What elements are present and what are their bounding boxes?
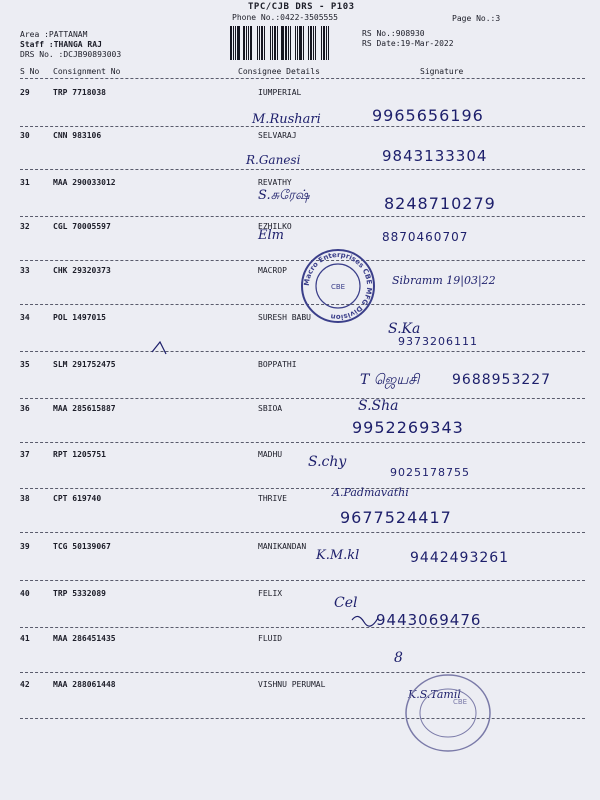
row-divider: [20, 169, 585, 170]
row-divider: [20, 216, 585, 217]
row-signature: S.Ka: [388, 321, 421, 337]
row-handwritten-phone: 9373206111: [398, 335, 478, 348]
row-handwritten-phone: 9965656196: [372, 106, 484, 125]
row-divider: [20, 672, 585, 673]
row-signature: Sibramm 19|03|22: [392, 274, 496, 287]
row-consignee: SURESH BABU: [258, 313, 311, 322]
row-sno: 31: [20, 178, 30, 187]
table-row: [0, 634, 600, 680]
row-handwritten-phone: 8248710279: [384, 194, 496, 213]
row-consignment: MAA 288061448: [53, 680, 116, 689]
row-signature: 8: [394, 650, 403, 666]
area-label: Area :PATTANAM: [20, 30, 88, 39]
table-row: [0, 178, 600, 224]
row-divider: [20, 532, 585, 533]
row-consignment: CNN 983106: [53, 131, 102, 140]
pen-tick-mark: [150, 338, 170, 358]
row-handwritten-phone: 9025178755: [390, 466, 470, 479]
stamp-text: Macro Enterprises CBE MFG Division: [302, 250, 374, 322]
row-signature: Elm: [258, 228, 284, 243]
row-handwritten-phone: 9843133304: [382, 147, 488, 165]
row-consignment: TRP 7718038: [53, 88, 106, 97]
row-divider: [20, 718, 585, 719]
row-consignee: MACROP: [258, 266, 287, 275]
row-divider: [20, 398, 585, 399]
row-handwritten-phone: 9688953227: [452, 372, 552, 388]
row-handwritten-phone: 9952269343: [352, 418, 464, 437]
row-divider: [20, 627, 585, 628]
row-signature: S.சுரேஷ்: [258, 188, 310, 203]
staff-label: Staff :THANGA RAJ: [20, 40, 102, 49]
rs-date: RS Date:19-Mar-2022: [362, 39, 454, 48]
table-row: [0, 450, 600, 496]
row-consignee: FELIX: [258, 589, 283, 598]
row-signature: K.M.kl: [316, 548, 360, 563]
row-consignee: VISHNU PERUMAL: [258, 680, 326, 689]
row-sno: 30: [20, 131, 30, 140]
row-signature: S.chy: [308, 454, 347, 470]
bottom-stamp: [398, 668, 498, 758]
table-row: [0, 486, 600, 540]
row-consignee: EZHILKO: [258, 222, 292, 231]
row-consignee: BOPPATHI: [258, 360, 297, 369]
row-consignee: FLUID: [258, 634, 283, 643]
barcode: [230, 26, 346, 60]
row-sno: 36: [20, 404, 30, 413]
col-sno: S No: [20, 67, 40, 76]
row-sno: 41: [20, 634, 30, 643]
table-row: [0, 680, 600, 726]
row-consignment: MAA 286451435: [53, 634, 116, 643]
row-divider: [20, 580, 585, 581]
row-sno: 29: [20, 88, 30, 97]
bottom-stamp-text: CBE: [452, 698, 468, 706]
row-consignment: RPT 1205751: [53, 450, 106, 459]
row-consignment: POL 1497015: [53, 313, 106, 322]
row-divider: [20, 488, 585, 489]
row-divider: [20, 126, 585, 127]
drs-number: DRS No. :DCJB90893003: [20, 50, 122, 59]
row-signature: Cel: [334, 595, 358, 611]
row-sno: 42: [20, 680, 30, 689]
row-consignee: MANIKANDAN: [258, 542, 307, 551]
row-consignee: REVATHY: [258, 178, 292, 187]
row-handwritten-phone: 9443069476: [376, 611, 482, 629]
row-consignee: SELVARAJ: [258, 131, 297, 140]
row-consignee: IUMPERIAL: [258, 88, 302, 97]
row-signature: M.Rushari: [252, 112, 321, 127]
pen-scribble: [350, 610, 380, 630]
company-stamp: [298, 246, 378, 326]
rs-number: RS No.:908930: [362, 29, 425, 38]
row-consignment: CGL 70005597: [53, 222, 111, 231]
col-consignment: Consignment No: [53, 67, 121, 76]
row-sno: 35: [20, 360, 30, 369]
phone-number: Phone No.:0422-3505555: [232, 13, 338, 22]
sheet-title: TPC/CJB DRS - P103: [248, 2, 355, 12]
row-sno: 33: [20, 266, 30, 275]
row-consignment: TCG 50139067: [53, 542, 111, 551]
page-number: Page No.:3: [452, 14, 501, 23]
row-handwritten-phone: 9677524417: [340, 508, 452, 527]
row-consignment: CPT 619740: [53, 494, 102, 503]
row-sno: 37: [20, 450, 30, 459]
row-signature: K.S.Tamil: [408, 688, 461, 701]
row-handwritten-phone: 8870460707: [382, 230, 469, 244]
row-consignment: CHK 29320373: [53, 266, 111, 275]
row-sno: 32: [20, 222, 30, 231]
table-row: [0, 542, 600, 588]
row-consignment: MAA 285615887: [53, 404, 116, 413]
row-sno: 38: [20, 494, 30, 503]
table-row: [0, 589, 600, 635]
row-consignee: THRIVE: [258, 494, 287, 503]
row-signature: T ஜெயசி: [360, 372, 420, 388]
row-consignee: MADHU: [258, 450, 283, 459]
table-row: [0, 398, 600, 450]
row-sno: 40: [20, 589, 30, 598]
row-consignment: SLM 291752475: [53, 360, 116, 369]
col-signature: Signature: [420, 67, 464, 76]
row-divider: [20, 351, 585, 352]
svg-text:CBE: CBE: [330, 283, 346, 291]
header-divider: [20, 78, 585, 79]
row-signature: R.Ganesi: [246, 153, 301, 167]
col-consignee: Consignee Details: [238, 67, 320, 76]
row-signature: A.Padmavathi: [332, 486, 409, 499]
row-consignment: MAA 290033012: [53, 178, 116, 187]
row-consignment: TRP 5332089: [53, 589, 106, 598]
table-row: [0, 360, 600, 406]
row-sno: 34: [20, 313, 30, 322]
row-consignee: SBIOA: [258, 404, 283, 413]
row-sno: 39: [20, 542, 30, 551]
table-row: [0, 131, 600, 177]
row-divider: [20, 442, 585, 443]
table-row: [0, 88, 600, 134]
row-handwritten-phone: 9442493261: [410, 550, 510, 566]
row-signature: S.Sha: [358, 398, 399, 414]
